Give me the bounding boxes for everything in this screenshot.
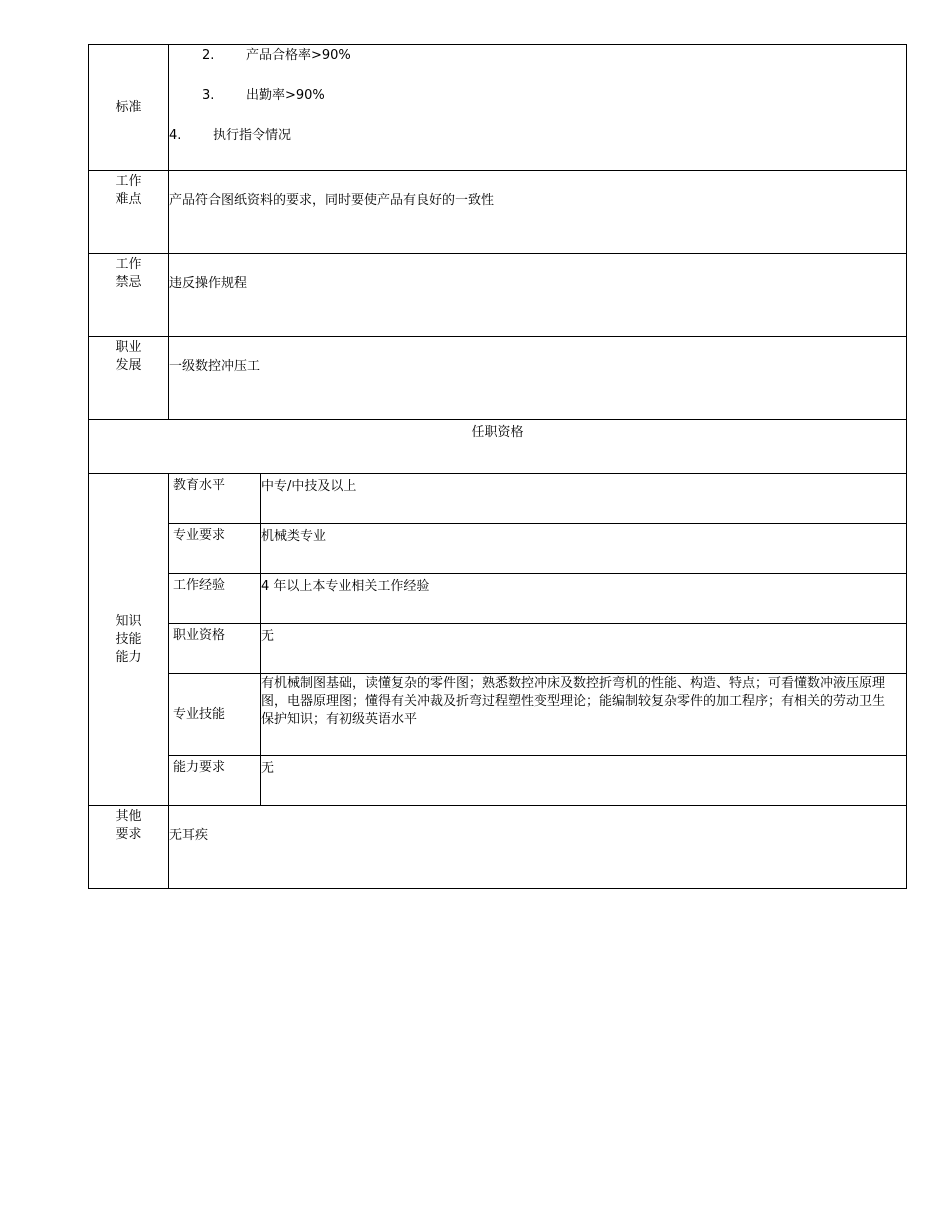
certification-value: 无 (261, 624, 907, 674)
skills-value: 有机械制图基础，读懂复杂的零件图；熟悉数控冲床及数控折弯机的性能、构造、特点；可看懂数冲液压原理图，电器原理图；懂得有关冲裁及折弯过程塑性变型理论；能编制较复杂零件的加工程序；有相关的劳动卫生保护知识；有初级英语水平 (261, 674, 907, 756)
qualification-row (89, 624, 907, 674)
difficulty-text: 产品符合图纸资料的要求，同时要使产品有良好的一致性 (169, 171, 907, 254)
ability-value: 无 (261, 756, 907, 806)
list-text: 出勤率>90% (246, 88, 325, 103)
career-text: 一级数控冲压工 (169, 337, 907, 420)
list-text: 执行指令情况 (213, 128, 292, 143)
skills-label: 专业技能 (169, 674, 261, 756)
career-label: 职业 发展 (89, 337, 169, 420)
education-label: 教育水平 (169, 474, 261, 524)
section-title: 任职资格 (89, 420, 907, 474)
other-text: 无耳疾 (169, 806, 907, 889)
major-label: 专业要求 (169, 524, 261, 574)
qualification-row (89, 674, 907, 756)
list-number: 4. (169, 128, 182, 143)
career-row (89, 337, 907, 420)
job-description-table (88, 44, 907, 889)
list-number: 2. (202, 48, 215, 63)
qualification-row (89, 756, 907, 806)
experience-value: 4 年以上本专业相关工作经验 (261, 574, 907, 624)
experience-label: 工作经验 (169, 574, 261, 624)
standard-item (169, 127, 906, 167)
standard-content (169, 45, 907, 171)
standard-item (169, 87, 906, 127)
other-label: 其他 要求 (89, 806, 169, 889)
list-text: 产品合格率>90% (246, 48, 351, 63)
ability-label: 能力要求 (169, 756, 261, 806)
prohibition-row (89, 254, 907, 337)
standard-row (89, 45, 907, 171)
qualification-row (89, 574, 907, 624)
difficulty-row (89, 171, 907, 254)
standard-item (169, 47, 906, 87)
qualification-title-row (89, 420, 907, 474)
qualification-row (89, 474, 907, 524)
qualification-row (89, 524, 907, 574)
other-row (89, 806, 907, 889)
education-value: 中专/中技及以上 (261, 474, 907, 524)
difficulty-label: 工作 难点 (89, 171, 169, 254)
prohibition-text: 违反操作规程 (169, 254, 907, 337)
list-number: 3. (202, 88, 215, 103)
prohibition-label: 工作 禁忌 (89, 254, 169, 337)
major-value: 机械类专业 (261, 524, 907, 574)
knowledge-skill-ability-label: 知识 技能 能力 (89, 474, 169, 806)
standard-label: 标准 (89, 45, 169, 171)
certification-label: 职业资格 (169, 624, 261, 674)
